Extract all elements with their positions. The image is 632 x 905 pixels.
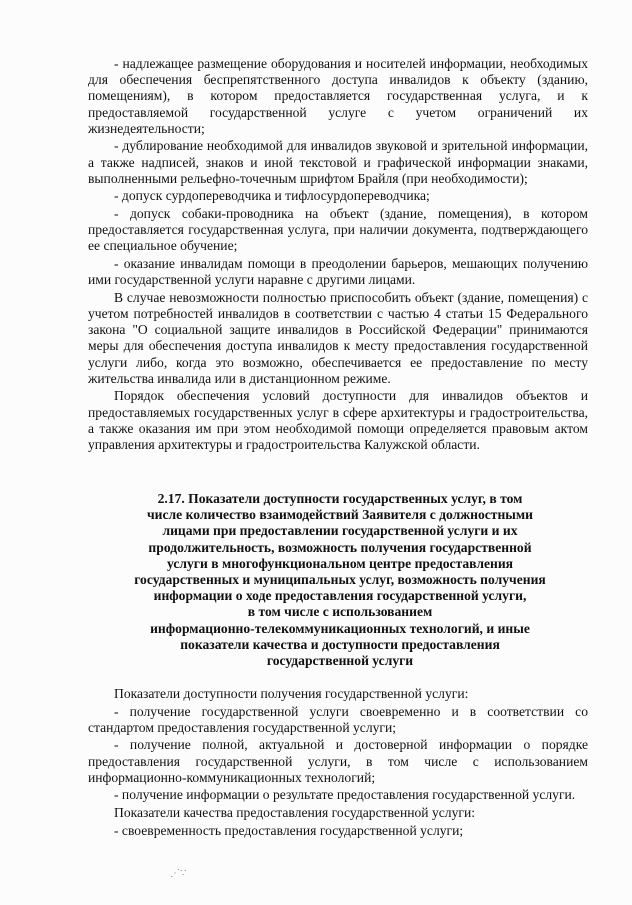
paragraph-complete-information: - получение полной, актуальной и достоверной информации о порядке предоставления государственной услуги, в том числе с использованием информационно-коммуникационных технологий;	[88, 737, 588, 785]
paragraph-accessibility-indicators-title: Показатели доступности получения государственной услуги:	[114, 686, 469, 701]
paragraph-timeliness: - своевременность предоставления государственной услуги;	[114, 822, 464, 838]
bottom-text-block	[88, 686, 588, 840]
scan-noise-mark: ⋰∵	[170, 868, 187, 879]
heading-line: 2.17. Показатели доступности государственных услуг, в том	[157, 491, 523, 506]
heading-line: в том числе с использованием	[247, 604, 433, 620]
paragraph-assistance-barriers: - оказание инвалидам помощи в преодолении барьеров, мешающих получению ими государственной услуги наравне с другими лицами.	[88, 256, 588, 288]
paragraph-timely-receipt: - получение государственной услуги своевременно и в соответствии со стандартом предоставления государственной услуги;	[88, 703, 588, 735]
heading-line: государственных и муниципальных услуг, возможность получения	[134, 572, 546, 588]
heading-line: показатели качества и доступности предоставления	[180, 636, 500, 652]
heading-line: продолжительность, возможность получения государственной	[148, 539, 532, 555]
paragraph-result-information: - получение информации о результате предоставления государственной услуги.	[114, 787, 576, 803]
heading-line: информационно-телекоммуникационных технологий, и иные	[150, 620, 530, 636]
heading-line: услуги в многофункциональном центре предоставления	[166, 555, 514, 571]
heading-line: числе количество взаимодействий Заявителя с должностными	[147, 507, 533, 523]
section-heading-2-17	[110, 491, 570, 669]
paragraph-sign-language-interpreter: - допуск сурдопереводчика и тифлосурдопереводчика;	[114, 188, 430, 204]
paragraph-guide-dog: - допуск собаки-проводника на объект (здание, помещения), в котором предоставляется государственная услуга, при наличии документа, подтверждающего ее специальное обучение;	[88, 206, 588, 254]
paragraph-quality-indicators-title: Показатели качества предоставления государственной услуги:	[114, 804, 475, 820]
paragraph-placement-of-equipment: - надлежащее размещение оборудования и носителей информации, необходимых для обеспечения беспрепятственного доступа инвалидов к объекту (зданию, помещениям), в котором предоставляется государственная услуга, и к предоставляемой государственной услуге с учетом ограничений их жизнедеятельности;	[88, 56, 588, 136]
heading-line: лицами при предоставлении государственной услуги и их	[162, 523, 518, 539]
heading-line: государственной услуги	[266, 653, 414, 669]
heading-line: информации о ходе предоставления государственной услуги,	[153, 588, 527, 604]
paragraph-impossibility-to-adapt: В случае невозможности полностью приспособить объект (здание, помещения) с учетом потребностей инвалидов в соответствии с частью 4 статьи 15 Федерального закона "О социальной защите инвалидов в Российской Федерации" принимаются меры для обеспечения доступа инвалидов к месту предоставления государственной услуги либо, когда это возможно, обеспечивается ее предоставление по месту жительства инвалида или в дистанционном режиме.	[88, 289, 588, 386]
paragraph-duplication-of-information: - дублирование необходимой для инвалидов звуковой и зрительной информации, а также надписей, знаков и иной текстовой и графической информации знаками, выполненными рельефно-точечным шрифтом Брайля (при необходимости);	[88, 138, 588, 186]
top-text-block	[88, 56, 588, 455]
paragraph-accessibility-procedure: Порядок обеспечения условий доступности для инвалидов объектов и предоставляемых государственных услуг в сфере архитектуры и градостроительства, а также оказания им при этом необходимой помощи определяется правовым актом управления архитектуры и градостроительства Калужской области.	[88, 388, 588, 453]
